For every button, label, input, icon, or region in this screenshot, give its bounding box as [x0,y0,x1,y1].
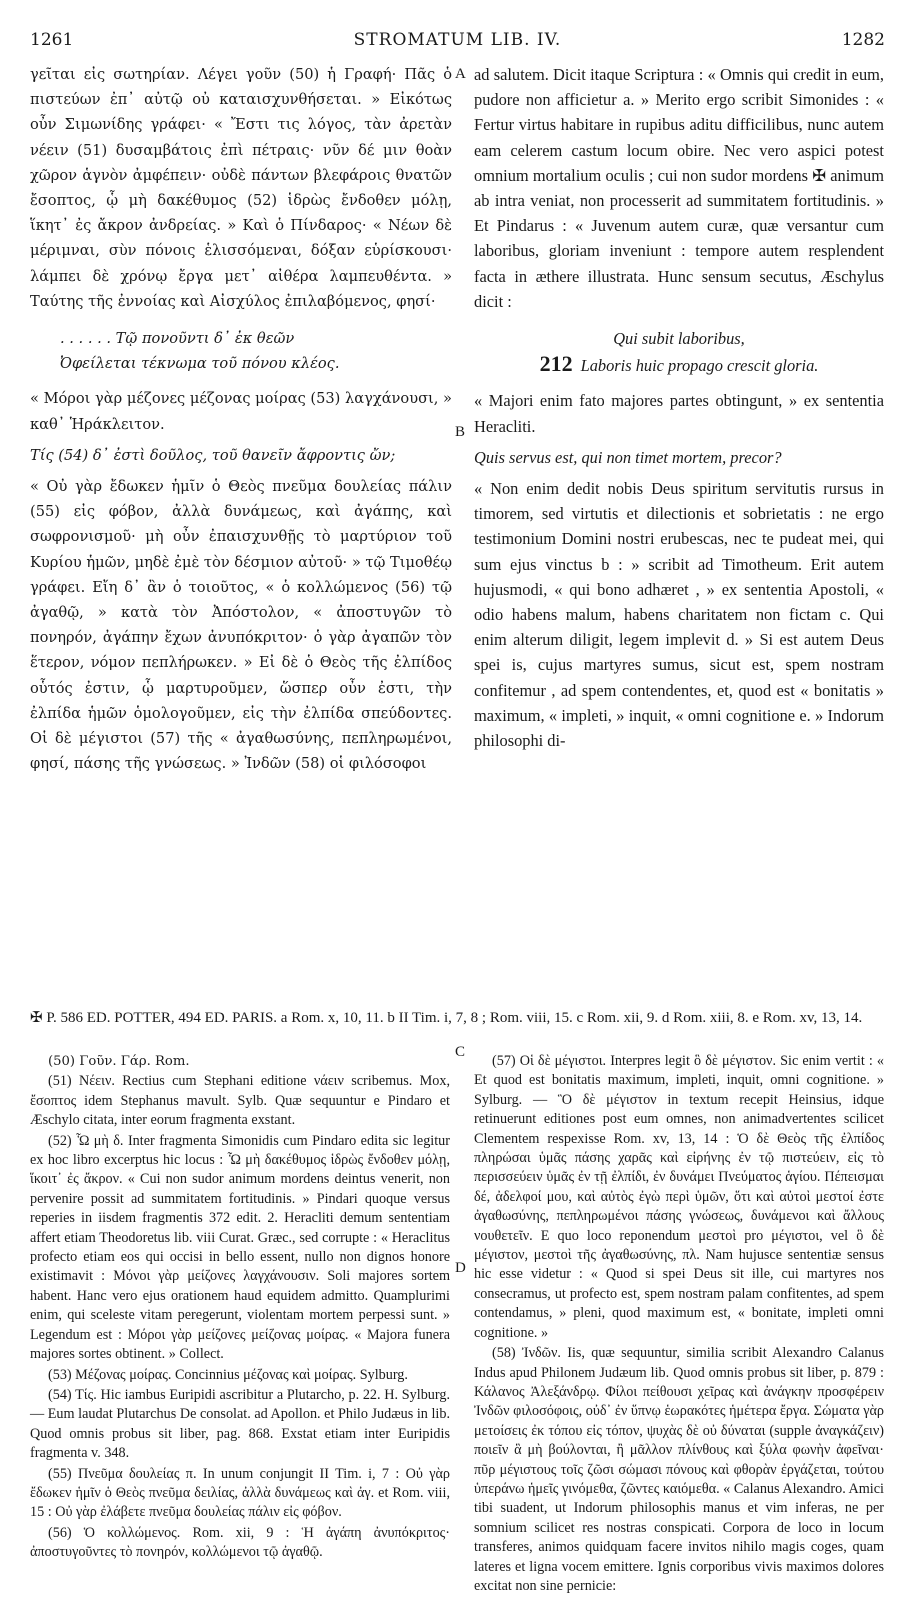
latin-verse [474,326,884,378]
margin-letter-c: C [455,1044,466,1060]
margin-letter-b: B [455,424,466,440]
greek-verse-line: . . . . . . Τῷ πονοῦντι δ᾽ ἐκ θεῶν [60,330,295,348]
left-page-number: 1261 [30,30,74,50]
scripture-references: ✠ P. 586 ED. POTTER, 494 ED. PARIS. a Rom. x, 10, 11. b II Tim. i, 7, 8 ; Rom. viii, 15. c Rom. xii, 9. d Rom. xiii, 8. e Rom. xv, 13, 14. [30,1010,863,1026]
notes-right-column [474,1052,884,1597]
footnote: (52) Ὧ μὴ δ. Inter fragmenta Simonidis cum Pindaro edita sic legitur ex hoc libro excerptus hic locus : Ὧ μὴ δακέθυμος ἱδρὼς ἔνδοθεν μόλῃ, ἵκοιτ᾽ ἐς ἄκρον. « Cui non sudor animum mordens deintus venerit, non pervenire possit ad summitatem fortitudinis. » Pindari quoque versus reperies in iisdem fragmentis 372 edit. 2. Heracliti demum sententiam affert etiam Theodoretus lib. viii Curat. Græc., sed corrupte : « Heraclitus profecto etiam eos qui occisi in bello essent, nullo non dignos honore existimavit : Μόνοι γὰρ μείζονες λαγχάνουσιν. Soli majores sortem habent. Hanc vero ejus orationem haud equidem admitto. Quamplurimi enim, qui sceleste vitam peregerunt, violentam mortem perpessi sunt. » Legendum est : Μόροι γὰρ μείζονες μείζονας μοίρας. « Majora funera majores sortes obtinent. » Collect. [30,1132,450,1363]
greek-paragraph: « Οὐ γὰρ ἔδωκεν ἡμῖν ὁ Θεὸς πνεῦμα δουλείας πάλιν (55) εἰς φόβον, ἀλλὰ δυνάμεως, καὶ ἀγάπης, καὶ σωφρονισμοῦ· μὴ οὖν ἐπαισχυνθῇς τὸ μαρτύριον τοῦ Κυρίου ἡμῶν, μηδὲ ἐμὲ τὸν δέσμιον αὐτοῦ· » τῷ Τιμοθέῳ γράφει. Εἴη δ᾽ ἂν ὁ τοιοῦτος, « ὁ κολλώμενος (56) τῷ ἀγαθῷ, » κατὰ τὸν Ἀπόστολον, « ἀποστυγῶν τὸ πονηρόν, ἀγάπην ἔχων ἀνυπόκριτον· ὁ γὰρ ἀγαπῶν τὸν ἕτερον, νόμον πεπλήρωκεν. » Εἰ δὲ ὁ Θεὸς τῆς ἐλπίδος οὗτός ἐστιν, ᾧ μαρτυροῦμεν, ὥσπερ οὖν ἐστι, τὴν ἐλπίδα ἡμῶν ὁμολογοῦμεν, εἰς τὴν ἐλπίδα σπεύδοντες. Οἱ δὲ μέγιστοι (57) τῆς « ἀγαθωσύνης, πεπληρωμένοι, φησί, πάσης τῆς γνώσεως. » Ἰνδῶν (58) οἱ φιλόσοφοι [30,478,452,773]
footnote: (50) Γοῦν. Γάρ. Rom. [48,1054,190,1069]
page-header [30,30,885,54]
footnote: (55) Πνεῦμα δουλείας π. In unum conjungit II Tim. i, 7 : Οὐ γὰρ ἔδωκεν ἡμῖν ὁ Θεὸς πνεῦμα δειλίας, ἀλλὰ δυνάμεως καὶ ἀγ. et Rom. viii, 15 : Οὐ γὰρ ἐλάβετε πνεῦμα δουλείας πάλιν εἰς φόβον. [30,1465,450,1521]
right-page-number: 1282 [841,30,885,50]
notes-left-column [30,1052,450,1564]
greek-column [30,62,452,782]
greek-paragraph: γεῖται εἰς σωτηρίαν. Λέγει γοῦν (50) ἡ Γραφή· Πᾶς ὁ πιστεύων ἐπ᾽ αὐτῷ οὐ καταισχυνθήσεται. » Εἰκότως οὖν Σιμωνίδης γράφει· « Ἔστι τις λόγος, τὰν ἀρετὰν νέειν (51) δυσαμβάτοις ἐπὶ πέτραις· νῦν δέ μιν θοὰν χῶρον ἁγνὸν ἀμφέπειν· οὐδὲ πάντων βλεφάροις θνατῶν ἔσοπτος, ᾧ μὴ δακέθυμος (52) ἱδρὼς ἔνδοθεν μόλῃ, ἵκητ᾽ ἐς ἄκρον ἀνδρείας. » Καὶ ὁ Πίνδαρος· « Νέων δὲ μέριμναι, σὺν πόνοις ἑλισσόμεναι, δόξαν εὑρίσκουσι· λάμπει δὲ χρόνῳ ἔργα μετ᾽ αἰθέρα λαμπευθέντα. » Ταύτης τῆς ἐννοίας καὶ Αἰσχύλος ἐπιλαβόμενος, φησί· [30,66,452,310]
margin-letter-d: D [455,1260,466,1276]
latin-paragraph: « Non enim dedit nobis Deus spiritum servitutis rursus in timorem, sed virtutis et dilectionis et sobrietatis : ne ergo testimonium Domini nostri erubescas, nec te pudeat mei, qui sum ejus vinctus b : » scribit ad Timotheum. Erit autem hujusmodi, « qui bono adhæret , » ex sententia Apostoli, « odio habens malum, habens charitatem non fictam c. Qui enim alterum diligit, legem implevit d. » Si est autem Deus spei is, cujus martyres sumus, sicut est, spem nostram confitemur , ad spem contendentes, et, quod est « bonitatis » maximum, « impleti, » inquit, « omni cognitione e. » Indorum philosophi di- [474,479,884,751]
greek-verse [30,326,452,376]
running-title: STROMATUM LIB. IV. [353,30,562,50]
latin-paragraph: ad salutem. Dicit itaque Scriptura : « Omnis qui credit in eum, pudore non afficietur a. » Merito ergo scribit Simonides : « Fertur virtus habitare in rupibus aditu difficilibus, nunc autem eam celerem castum locum obire. Nec vero aspici potest omnium mortalium oculis ; cui non sudor mordens ✠ animum ab intra veniat, non processerit ad summitatem fortitudinis. » Et Pindarus : « Juvenum autem curæ, quæ versantur cum laboribus, gloriam inveniunt : tempore autem resplendent facta in æthere illustrata. Hunc sensum secutus, Æschylus dicit : [474,65,884,311]
greek-paragraph: « Μόροι γὰρ μέζονες μέζονας μοίρας (53) λαγχάνουσι, » καθ᾽ Ἡράκλειτον. [30,390,452,433]
footnote: (58) Ἰνδῶν. Iis, quæ sequuntur, similia scribit Alexandro Calanus Indus apud Philonem Judæum lib. Quod omnis probus sit liber, p. 879 : Κάλανος Ἀλεξάνδρῳ. Φίλοι πείθουσι χεῖρας καὶ ἀνάγκην προσφέρειν Ἰνδῶν φιλοσόφοις, οὐδ᾽ ἐν ὕπνῳ ἑωρακότες ἡμέτερα ἔργα. Σώματα γὰρ μετοίσεις ἐκ τόπου εἰς τόπον, ψυχὰς δὲ οὐ δύναται (supple ἀναγκάζειν) ποιεῖν ἃ μὴ βούλονται, ἢ μᾶλλον πλίνθους καὶ ξύλα φωνὴν ἀφεῖναι· πῦρ μέγιστους τοῖς ζῶσι σώμασι πόνους καὶ φθορὰν ἐργάζεται, τούτου ὑπεράνω ἡμεῖς γινόμεθα, ζῶντες καιόμεθα. « Calanus Alexandro. Amici tibi suadent, ut Indorum philosophis manus et vim inferas, ne per somnium scilicet res nostras conspicati. Corpora de loco in locum transferes, animos quidquam facere invitos nihilo magis coges, quam lateres et ligna vocem emittere. Ignis corporibus vivis maximos dolores excitat non sine pernicie: [474,1345,884,1594]
latin-verse-line: Qui subit laboribus, [613,329,745,349]
latin-paragraph: « Majori enim fato majores partes obtingunt, » ex sententia Heracliti. [474,391,884,436]
footnote: (56) Ὁ κολλώμενος. Rom. xii, 9 : Ἡ ἀγάπη ἀνυπόκριτος· ἀποστυγοῦντες τὸ πονηρόν, κολλώμενοι τῷ ἀγαθῷ. [30,1524,450,1561]
footnote: (57) Οἱ δὲ μέγιστοι. Interpres legit ὃ δὲ μέγιστον. Sic enim vertit : « Et quod est bonitatis maximum, impleti, inquit, omni cognitione. » Sylburg. — Ὃ δὲ μέγιστον in textum recepit Heinsius, idque retinuerunt editiones post eum omnes, non animadvertentes scilicet Clementem respexisse Rom. xv, 13, 14 : Ὁ δὲ Θεὸς τῆς ἐλπίδος πληρώσαι ὑμᾶς πάσης χαρᾶς καὶ εἰρήνης ἐν τῷ πιστεύειν, εἰς τὸ περισσεύειν ὑμᾶς ἐν τῇ ἐλπίδι, ἐν δυνάμει Πνεύματος ἁγίου. Πέπεισμαι δέ, ἀδελφοί μου, καὶ αὐτὸς ἐγὼ περὶ ὑμῶν, ὅτι καὶ αὐτοὶ μεστοί ἐστε ἀγαθωσύνης, πεπληρωμένοι πάσης γνώσεως, δυνάμενοι καὶ ἄλλους νουθετεῖν. E quo loco reponendum μεστοὶ pro μέγιστοι, vel ὃ δὲ μέγιστον, μεστοὶ τῆς ἀγαθωσύνης, πλ. Nam hujusce sententiæ sensus hic esse videtur : « Quod si spei Deus sit ille, cui martyres nos consecramus, ut profecto est, spem nostram palam confitentes, ad spem contendamus, » pleni, quod maximum est, « bonitate, impleti omni cognitione. » [474,1053,884,1341]
latin-column [474,62,884,759]
footnote: (51) Νέειν. Rectius cum Stephani editione νάειν scribemus. Mox, ἔσοπτος idem Stephanus mavult. Sylb. Quæ sequuntur e Pindaro et Æschylo citata, inter eorum fragmenta exstant. [30,1073,450,1129]
latin-verse-line: Laboris huic propago crescit gloria. [580,356,819,376]
column-number: 212 [539,351,573,377]
latin-verse-question: Quis servus est, qui non timet mortem, precor? [474,447,782,467]
footnote: (54) Τίς. Hic iambus Euripidi ascribitur a Plutarcho, p. 22. H. Sylburg. — Eum laudat Plutarchus De consolat. ad Apollon. et Philo Judæus in lib. Quod omnis probus sit liber, pag. 868. Exstat etiam inter Euripidis fragmenta v. 348. [30,1386,450,1462]
footnote: (53) Μέζονας μοίρας. Concinnius μέζονας καὶ μοίρας. Sylburg. [48,1366,408,1383]
margin-letter-a: A [455,66,466,82]
greek-verse-line: Ὀφείλεται τέκνωμα τοῦ πόνου κλέος. [60,355,340,373]
greek-iambus: Τίς (54) δ᾽ ἐστὶ δοῦλος, τοῦ θανεῖν ἄφροντις ὤν; [30,446,396,464]
